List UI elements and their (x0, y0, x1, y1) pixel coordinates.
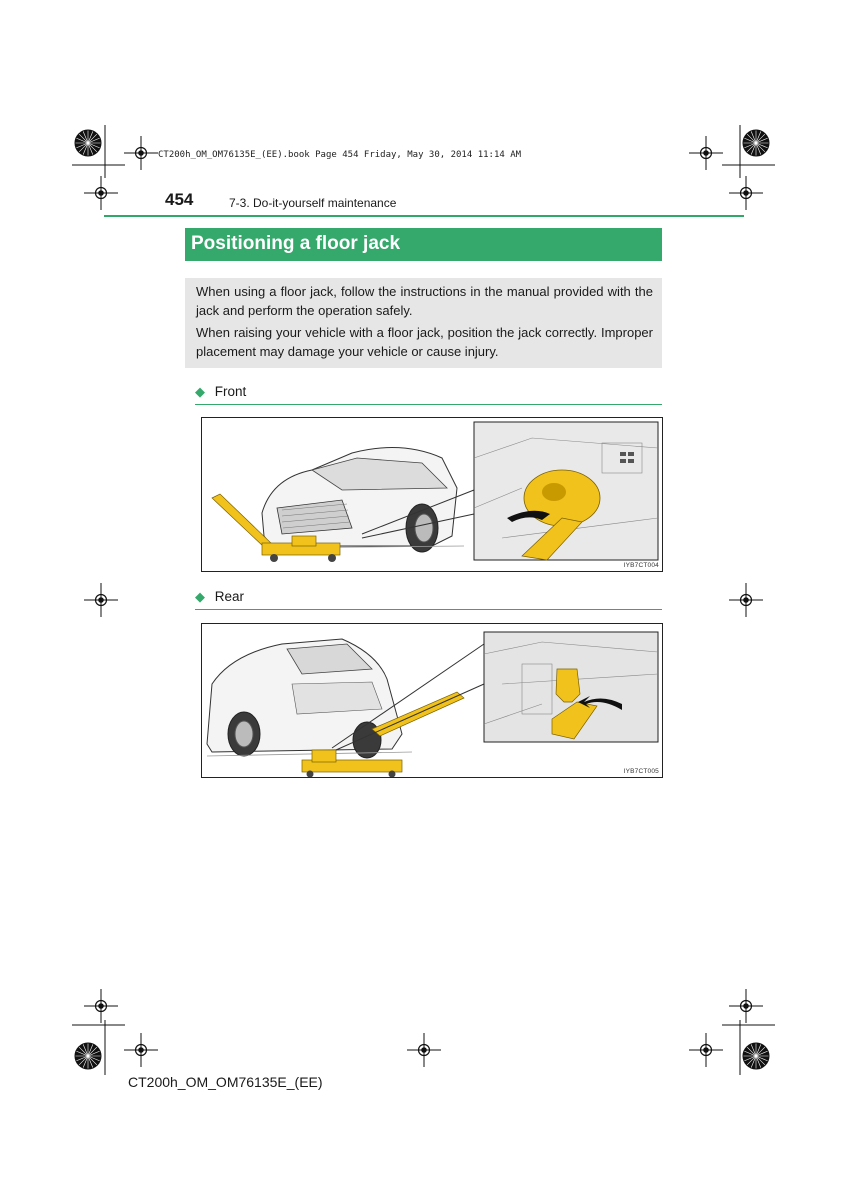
header-rule (104, 215, 744, 217)
front-jack-figure (201, 417, 663, 572)
figure-code: IYB7CT004 (623, 562, 659, 569)
subheading-label: Rear (214, 589, 245, 604)
page-number: 454 (165, 190, 194, 209)
print-info: CT200h_OM_OM76135E_(EE).book Page 454 Friday, May 30, 2014 11:14 AM (158, 150, 522, 160)
footer-doc-id: CT200h_OM_OM76135E_(EE) (128, 1074, 323, 1090)
diamond-bullet-icon: ◆ (195, 589, 205, 604)
subheading-rule (195, 609, 662, 610)
title-bar (185, 228, 662, 261)
section-title: 7-3. Do-it-yourself maintenance (229, 196, 397, 210)
figure-code: IYB7CT005 (623, 768, 659, 775)
subheading-rear (195, 589, 244, 605)
rear-jack-figure (201, 623, 663, 778)
note-box (185, 278, 662, 368)
rear-jack-illustration (202, 624, 662, 777)
note-paragraph: When using a floor jack, follow the instructions in the manual provided with the jack and perform the operation safely. (196, 284, 653, 318)
note-paragraph: When raising your vehicle with a floor jack, position the jack correctly. Improper placement may damage your vehicle or cause injury. (196, 325, 653, 359)
diamond-bullet-icon: ◆ (195, 384, 205, 399)
subheading-rule (195, 404, 662, 405)
subheading-front (195, 384, 246, 400)
subheading-label: Front (214, 384, 247, 399)
front-jack-illustration (202, 418, 662, 571)
page-title: Positioning a floor jack (191, 233, 401, 254)
